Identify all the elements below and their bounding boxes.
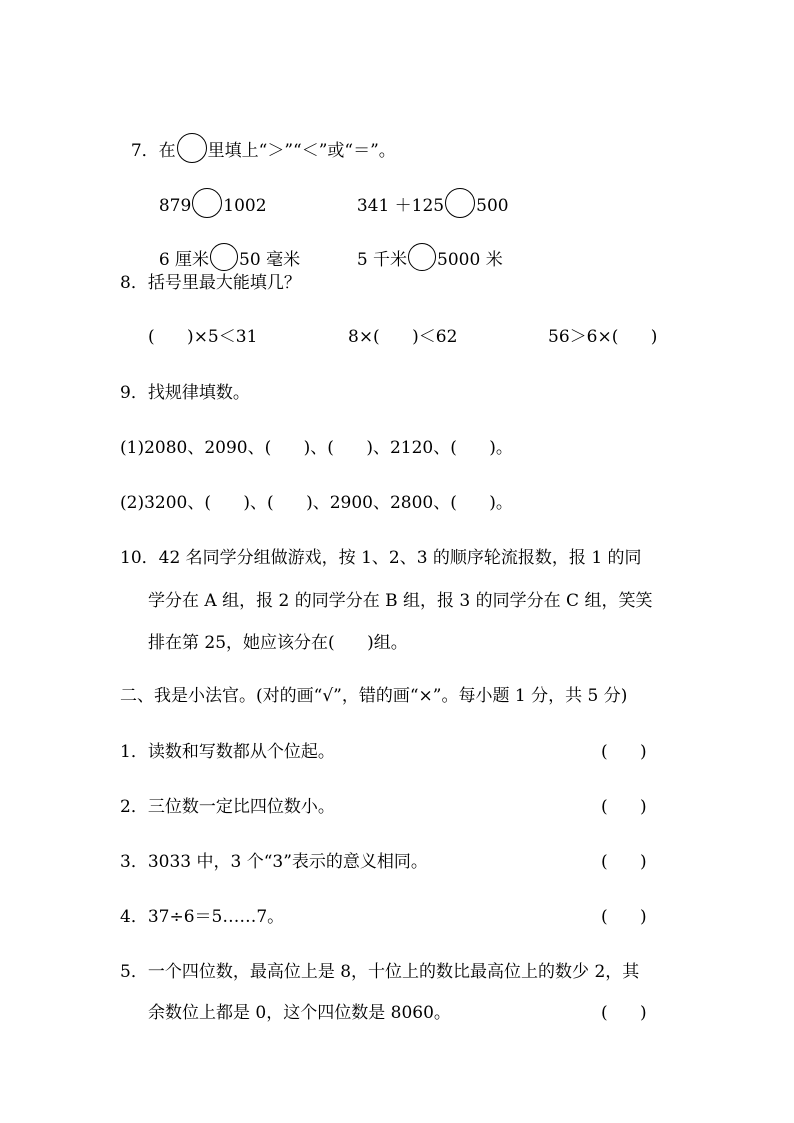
answer-circle-example xyxy=(177,133,207,163)
q7-item-1-right: 1002 xyxy=(223,196,267,216)
s2-item-4: 4．37÷6＝5……7。 xyxy=(120,907,285,927)
s2-answer-bracket-4[interactable]: ( ) xyxy=(601,907,647,927)
q9-item-1[interactable]: (1)2080、2090、( )、( )、2120、( )。 xyxy=(120,438,513,458)
q7-item-4 xyxy=(346,221,503,271)
q8-item-3[interactable]: 56＞6×( ) xyxy=(548,327,658,347)
q8-item-1[interactable]: ( )×5＜31 xyxy=(148,327,258,347)
q7-item-1-left: 879 xyxy=(158,196,192,216)
s2-answer-bracket-1[interactable]: ( ) xyxy=(601,742,647,762)
s2-answer-bracket-3[interactable]: ( ) xyxy=(601,852,647,872)
answer-circle[interactable] xyxy=(408,243,436,271)
q10-line-1: 10．42 名同学分组做游戏，按 1、2、3 的顺序轮流报数，报 1 的同 xyxy=(120,548,642,568)
answer-circle[interactable] xyxy=(445,188,475,218)
q7-item-3-left: 6 厘米 xyxy=(158,250,210,270)
q7-prefix: 7．在 xyxy=(130,141,176,161)
q7-item-4-right: 5000 米 xyxy=(437,250,503,270)
q7-item-2 xyxy=(346,166,509,218)
s2-item-2: 2．三位数一定比四位数小。 xyxy=(120,797,335,817)
q10-line-2: 学分在 A 组，报 2 的同学分在 B 组，报 3 的同学分在 C 组，笑笑 xyxy=(148,591,653,611)
q7-item-1 xyxy=(148,166,267,218)
q7-item-2-left: 341 ＋125 xyxy=(356,196,445,216)
q7-item-3-right: 50 毫米 xyxy=(239,250,301,270)
q9-title: 9．找规律填数。 xyxy=(120,383,250,403)
s2-item-3: 3．3033 中，3 个“3”表示的意义相同。 xyxy=(120,852,428,872)
s2-answer-bracket-5[interactable]: ( ) xyxy=(601,1003,647,1023)
q7-item-3 xyxy=(148,221,300,271)
q7-title xyxy=(120,111,396,163)
q8-item-2[interactable]: 8×( )＜62 xyxy=(348,327,458,347)
q7-item-2-right: 500 xyxy=(476,196,509,216)
s2-item-1: 1．读数和写数都从个位起。 xyxy=(120,742,335,762)
answer-circle[interactable] xyxy=(210,243,238,271)
q9-item-2[interactable]: (2)3200、( )、( )、2900、2800、( )。 xyxy=(120,493,513,513)
q10-line-3[interactable]: 排在第 25，她应该分在( )组。 xyxy=(148,633,408,653)
answer-circle[interactable] xyxy=(192,188,222,218)
q7-suffix: 里填上“＞”“＜”或“＝”。 xyxy=(207,141,396,161)
q8-title: 8．括号里最大能填几？ xyxy=(120,273,301,293)
q7-item-4-left: 5 千米 xyxy=(356,250,408,270)
section-2-title: 二、我是小法官。(对的画“√”，错的画“×”。每小题 1 分，共 5 分) xyxy=(120,686,628,706)
s2-item-5-line-2: 余数位上都是 0，这个四位数是 8060。 xyxy=(148,1003,451,1023)
s2-item-5-line-1: 5．一个四位数，最高位上是 8，十位上的数比最高位上的数少 2，其 xyxy=(120,962,640,982)
s2-answer-bracket-2[interactable]: ( ) xyxy=(601,797,647,817)
